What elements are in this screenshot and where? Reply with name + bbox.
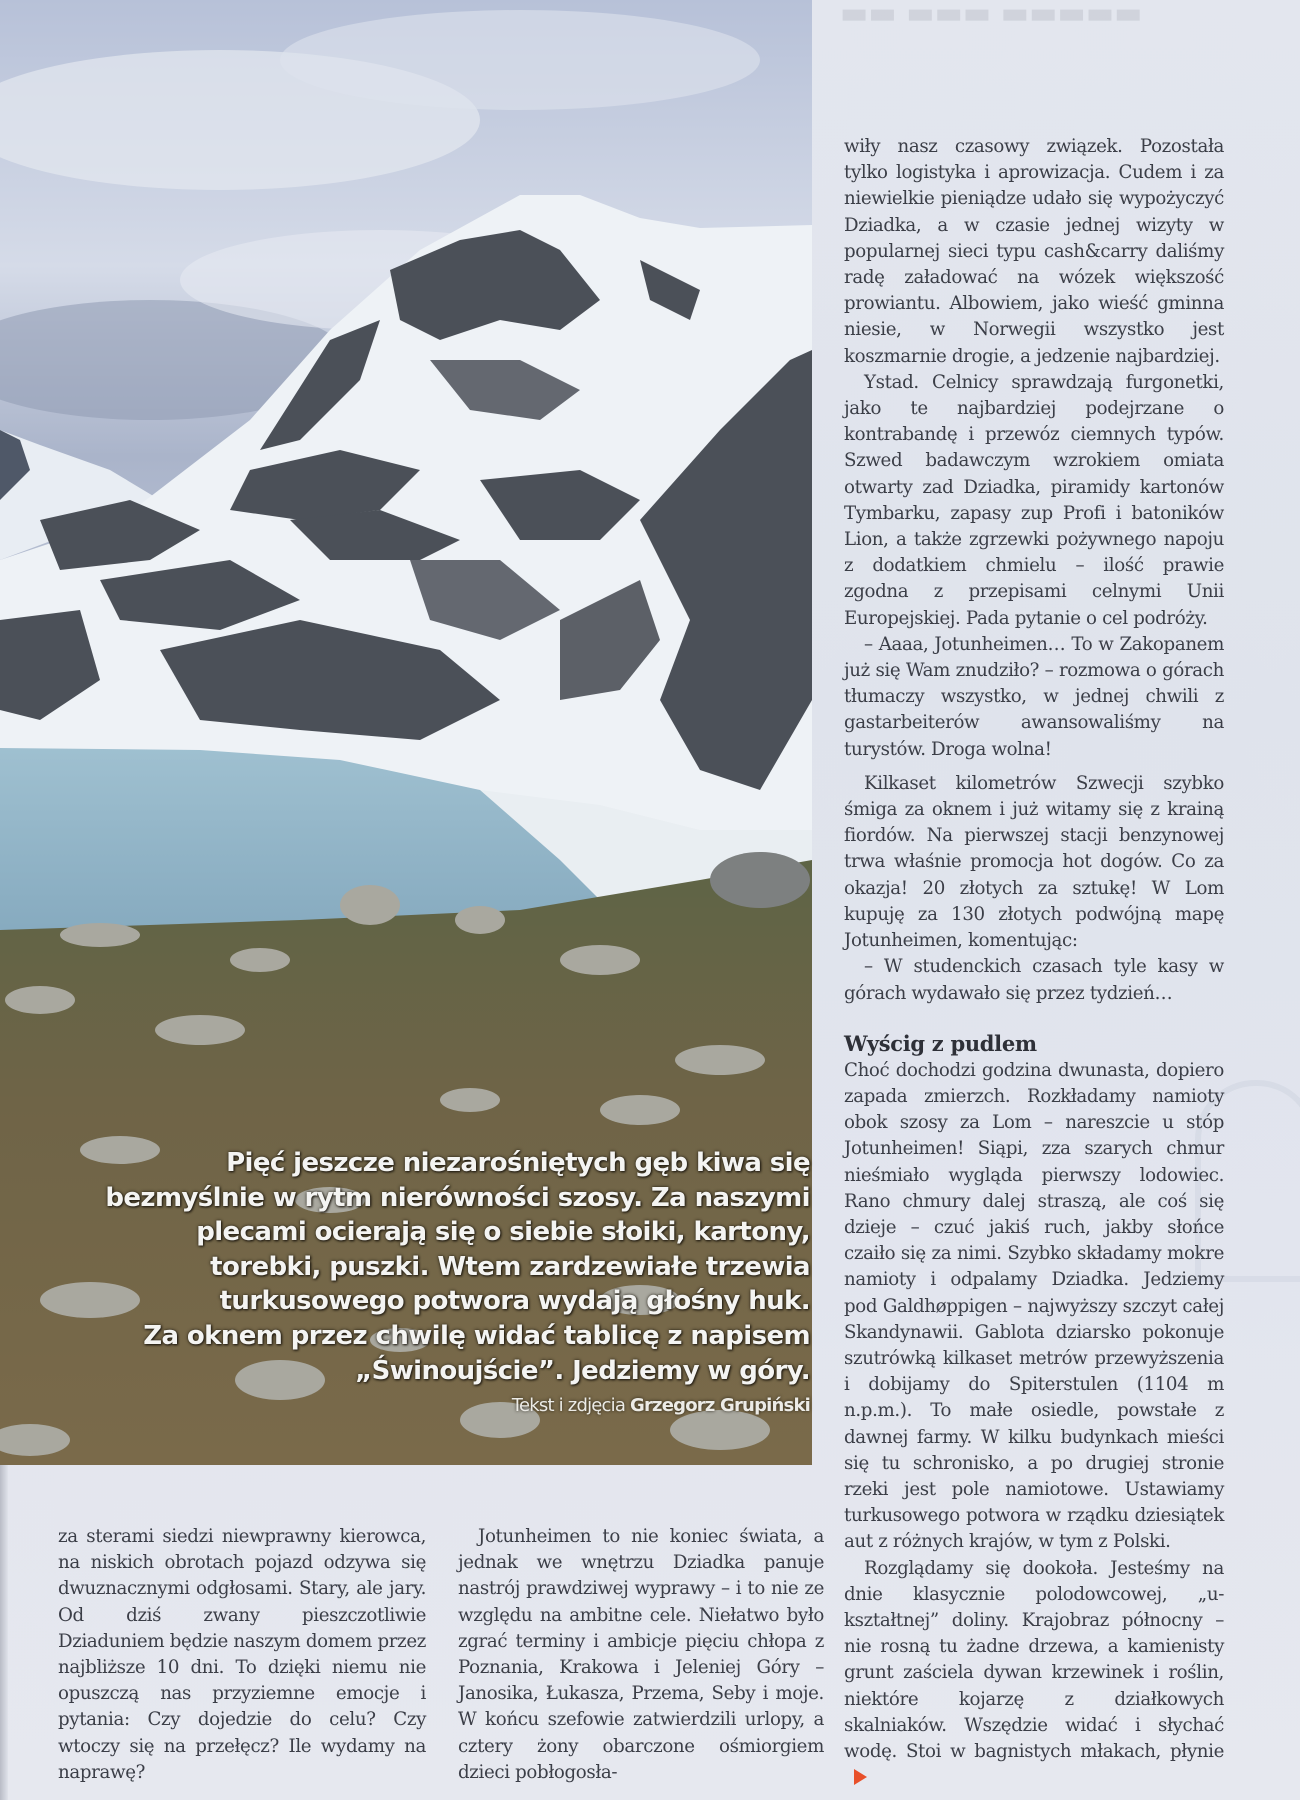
paragraph: za sterami siedzi niewprawny kierowca, na niskich obrotach pojazd odzywa się dwuznacznymi odgłosami. Stary, ale jary. Od dziś zwany pieszczotliwie Dziaduniem będzie naszym domem przez najbliższe 10 dni. To dzięki niemu nie opuszczą nas przyziemne emocje i pytania: Czy dojedzie do celu? Czy wtoczy się na przełęcz? Ile wydamy na naprawę?: [58, 1526, 426, 1783]
paragraph: Kilkaset kilometrów Szwecji szybko śmiga za oknem i już witamy się z krainą fiordów. Na pierwszej stacji benzynowej trwa właśnie promocja hot dogów. Co za okazja! 20 złotych za sztukę! W Lom kupuję za 130 złotych podwójną mapę Jotunheimen, komentując:: [844, 772, 1224, 952]
article-column-left: [58, 1524, 426, 1786]
section-subheading: Wyścig z pudlem: [844, 1030, 1037, 1056]
paragraph: Ystad. Celnicy sprawdzają furgonetki, jako te najbardziej podejrzane o kontrabandę i przewóz ciemnych typów. Szwed badawczym wzrokiem omiata otwarty zad Dziadka, piramidy kartonów Tymbarku, zapasy zup Profi i batoników Lion, a także zgrzewki pożywnego napoju z dodatkiem chmielu – ilość prawie zgodna z przepisami celnymi Unii Europejskiej. Pada pytanie o cel podróży.: [844, 371, 1224, 629]
pull-quote-line: Za oknem przez chwilę widać tablicę z napisem: [143, 1320, 810, 1351]
paragraph: Jotunheimen to nie koniec świata, a jednak we wnętrzu Dziadka panuje nastrój prawdziwej wyprawy – i to nie ze względu na ambitne cele. Niełatwo było zgrać terminy i ambicje pięciu chłopa z Poznania, Krakowa i Jeleniej Góry – Janosika, Łukasza, Przema, Seby i moje. W końcu szefowie zatwierdzili urlopy, a cztery żony obarczone ośmiorgiem dzieci pobłogosła-: [458, 1526, 824, 1783]
pull-quote-line: „Świnoujście”. Jedziemy w góry.: [355, 1355, 810, 1386]
continue-arrow-icon: [854, 1769, 867, 1785]
article-column-middle: [458, 1524, 824, 1786]
pull-quote-line: plecami ocierają się o siebie słoiki, kartony,: [196, 1217, 810, 1248]
paragraph-text: Rozglądamy się dookoła. Jesteśmy na dnie klasycznie polodowcowej, „u-kształtnej” doliny. Krajobraz północny – nie rosną tu żadne drzewa, a kamienisty grunt zaściela dywan krzewinek i roślin, niektóre kojarzę z działkowych skalniaków. Wszędzie widać i słychać wodę. Stoi w bagnistych młakach, płynie: [844, 1557, 1224, 1762]
paragraph: wiły nasz czasowy związek. Pozostała tylko logistyka i aprowizacja. Cudem i za niewielkie pieniądze udało się wypożyczyć Dziadka, a w czasie jednej wizyty w popularnej sieci typu cash&carry daliśmy radę załadować na wózek większość prowiantu. Albowiem, jako wieść gminna niesie, w Norwegii wszystko jest koszmarnie drogie, a jedzenie najbardziej.: [844, 136, 1224, 367]
paragraph: Choć dochodzi godzina dwunasta, dopiero zapada zmierzch. Rozkładamy namioty obok szosy za Lom – nareszcie u stóp Jotunheimen! Siąpi, zza szarych chmur nieśmiało wygląda pierwszy lodowiec. Rano chmury dalej straszą, ale coś się dzieje – czuć jakiś ruch, jakby słońce czaiło się za nimi. Szybko składamy mokre namioty i odpalamy Dziadka. Jedziemy pod Galdhøppigen – najwyższy szczyt całej Skandynawii. Gablota dziarsko pokonuje szutrówką kilkaset metrów przewyższenia i dobijamy do Spiterstulen (1104 m n.p.m.). To małe osiedle, powstałe z dawnej farmy. W kilku budynkach mieści się tu schronisko, a po drugiej stronie rzeki jest pole namiotowe. Ustawiamy turkusowego potwora w rządku dziesiątek aut z różnych krajów, w tym z Polski.: [844, 1059, 1224, 1553]
paragraph-last: [844, 1556, 1224, 1792]
cloud: [280, 10, 760, 110]
pull-quote: [50, 1146, 810, 1388]
ghost-text-bleed: ▬▬ ▬▬▬ ▬▬▬▬▬: [840, 0, 1143, 31]
pull-quote-line: turkusowego potwora wydają głośny huk.: [219, 1286, 810, 1317]
pull-quote-line: Pięć jeszcze niezarośniętych gęb kiwa się: [226, 1148, 810, 1178]
paragraph: – Aaaa, Jotunheimen… To w Zakopanem już się Wam znudziło? – rozmowa o górach tłumaczy wszystko, w jednej chwili z gastarbeiterów awansowaliśmy na turystów. Droga wolna!: [844, 633, 1224, 760]
paragraph: – W studenckich czasach tyle kasy w górach wydawało się przez tydzień…: [844, 956, 1224, 1004]
pull-quote-line: torebki, puszki. Wtem zardzewiałe trzewia: [210, 1251, 810, 1282]
credit-author: Grzegorz Grupiński: [630, 1395, 810, 1416]
pull-quote-line: bezmyślnie w rytm nierówności szosy. Za naszymi: [105, 1182, 810, 1213]
author-credit: [512, 1395, 810, 1416]
article-column-right: [844, 134, 1224, 1791]
credit-prefix: Tekst i zdjęcia: [511, 1395, 626, 1416]
